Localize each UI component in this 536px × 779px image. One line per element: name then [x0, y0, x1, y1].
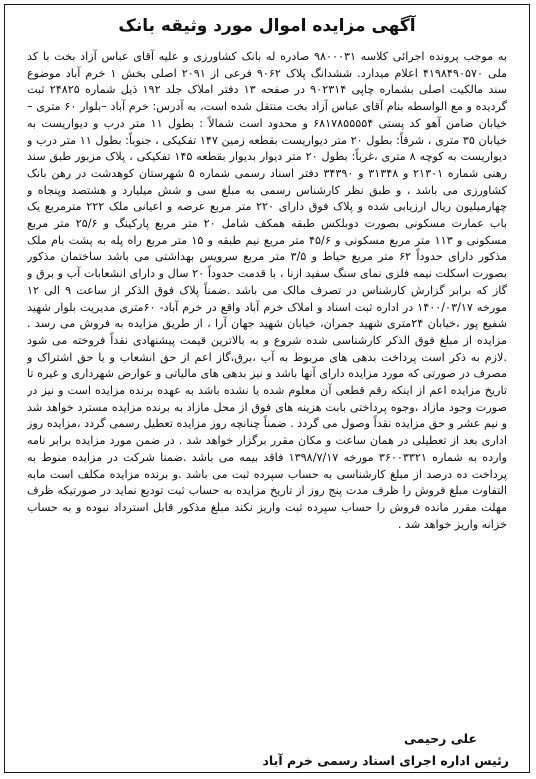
- notice-body: به موجب پرونده اجرائی کلاسه ۹۸۰۰۰۳۱ صادره له بانک کشاورزی و علیه آقای عباس آزاد بخت با کد ملی ۴۱۹۸۴۹۰۵۷۰ اعلام میدارد. ششدانگ پلاک ۹۰۶۲ فرعی از ۲۰۹۱ اصلی بخش ۱ خرم آباد موضوع سند مالکیت اصلی بشماره چاپی ۹۰۲۳۱۴ در صفحه ۱۳ دفتر املاک جلد ۱۹۲ ذیل شماره ۲۴۸۲۵ ثبت گردیده و مع الواسطه بنام آقای عباس آزاد بخت منتقل شده است، به آدرس: خرم آباد –بلوار ۶۰ متری – خیابان ضامن آهو کد پستی ۶۸۱۷۸۵۵۵۵۴ و محدود است شمالاً : بطول ۱۱ متر درب و دیواریست به خیابان ۳۵ متری ، شرقاً: بطول ۲۰ متر دیواریست بقطعه زمین ۱۴۷ تفکیکی ، جنوباً: بطول ۱۱ متر درب و دیواریست به کوچه ۸ متری ،غرباً: بطول ۲۰ متر دیوار بدیوار بقطعه ۱۴۵ تفکیکی ، پلاک مزبور طبق سند رهنی شماره ۲۱۳۰۱ و ۳۱۳۴۸ و ۳۴۳۹۰ دفتر اسناد رسمی شماره ۵ شهرستان کوهدشت در رهن بانک کشاورزی می باشد ، و طبق نظر کارشناس رسمی به مبلغ سی و شش میلیارد و هشتصد وپنجاه و چهارمیلیون ریال ارزیابی شده و پلاک فوق دارای ۲۲۰ متر مربع عرصه و اعیانی ملک ۲۲۲ مترمربع یک باب عمارت مسکونی بصورت دوبلکس طبقه همکف شامل ۲۰ متر مربع پارکینگ و ۲۵/۶ متر مربع مسکونی و ۱۱۳ متر مربع مسکونی و ۴۵/۶ متر مربع نیم طبقه و ۱۵ متر مربع راه پله به پشت بام ملک مذکور دارای حدوداً ۶۲ متر مربع حیاط و ۳/۵ متر مربع سرویس بهداشتی می باشد ساختمان مذکور بصورت اسکلت نیمه فلزی نمای سنگ سفید ازنا ، با قدمت حدوداً ۲۰ سال و دارای انشعابات آب و برق و گاز که برابر گزارش کارشناس در تصرف مالک می باشد .ضمناً پلاک فوق الذکر از ساعت ۹ الی ۱۲ مورخه ۱۴۰۰/۰۳/۱۷ در اداره ثبت اسناد و املاک خرم آباد واقع در خرم آباد- ۶۰متری مدیریت بلوار شهید شفیع پور ،خیابان ۲۴متری شهید جمران، خیابان شهید جهان آرا ، از طریق مزایده به فروش می رسد . مزایده از مبلغ فوق الذکر کارشناسی شده شروع و به بالاترین قیمت پیشنهادی نقداً فروخته می شود .لازم به ذکر است پرداخت بدهی های مربوط به آب ،برق،گاز اعم از حق انشعاب و یا حق اشتراک و مصرف در صورتی که مورد مزایده دارای آنها باشد و نیز بدهی های مالیاتی و عوارض شهرداری و غیره تا تاریخ مزایده اعم از اینکه رقم قطعی آن معلوم شده یا نشده باشد به عهده برنده مزایده است و نیز در صورت وجود مازاد ،وجوه پرداختی بابت هزینه های فوق از محل مازاد به برنده مزایده مسترد خواهد شد و نیم عشر و حق مزایده نقداً وصول می گردد . ضمناً چنانچه روز مزایده تعطیل رسمی گردد ،مزایده روز اداری بعد از تعطیلی در همان ساعت و مکان مقرر برگزار خواهد شد . در ضمن مورد مزایده برابر نامه وارده به شماره ۳۶۰۰۳۳۲۱ مورخه ۱۳۹۸/۷/۱۷ فاقد بیمه می باشد .ضمنا شرکت در مزایده منوط به پرداخت ده درصد از مبلغ کارشناسی به حساب سپرده ثبت می باشد .و برنده مزایده مکلف است مابه التفاوت مبلغ فروش را ظرف مدت پنج روز از تاریخ مزایده به حساب ثبت تودیع نماید در صورتیکه ظرف مهلت مقرر مانده فروش را حساب سپرده ثبت واریز نکند مبلغ مذکور قابل استرداد نبوده و به حساب خزانه واریز خواهد شد .: [27, 50, 507, 531]
- notice-frame: [4, 4, 530, 773]
- signer-title: رئیس اداره اجرای اسناد رسمی خرم آباد: [262, 753, 509, 768]
- signer-name: علی رحیمی: [404, 731, 477, 746]
- notice-title: آگهی مزایده اموال مورد وثیقه بانک: [118, 16, 416, 36]
